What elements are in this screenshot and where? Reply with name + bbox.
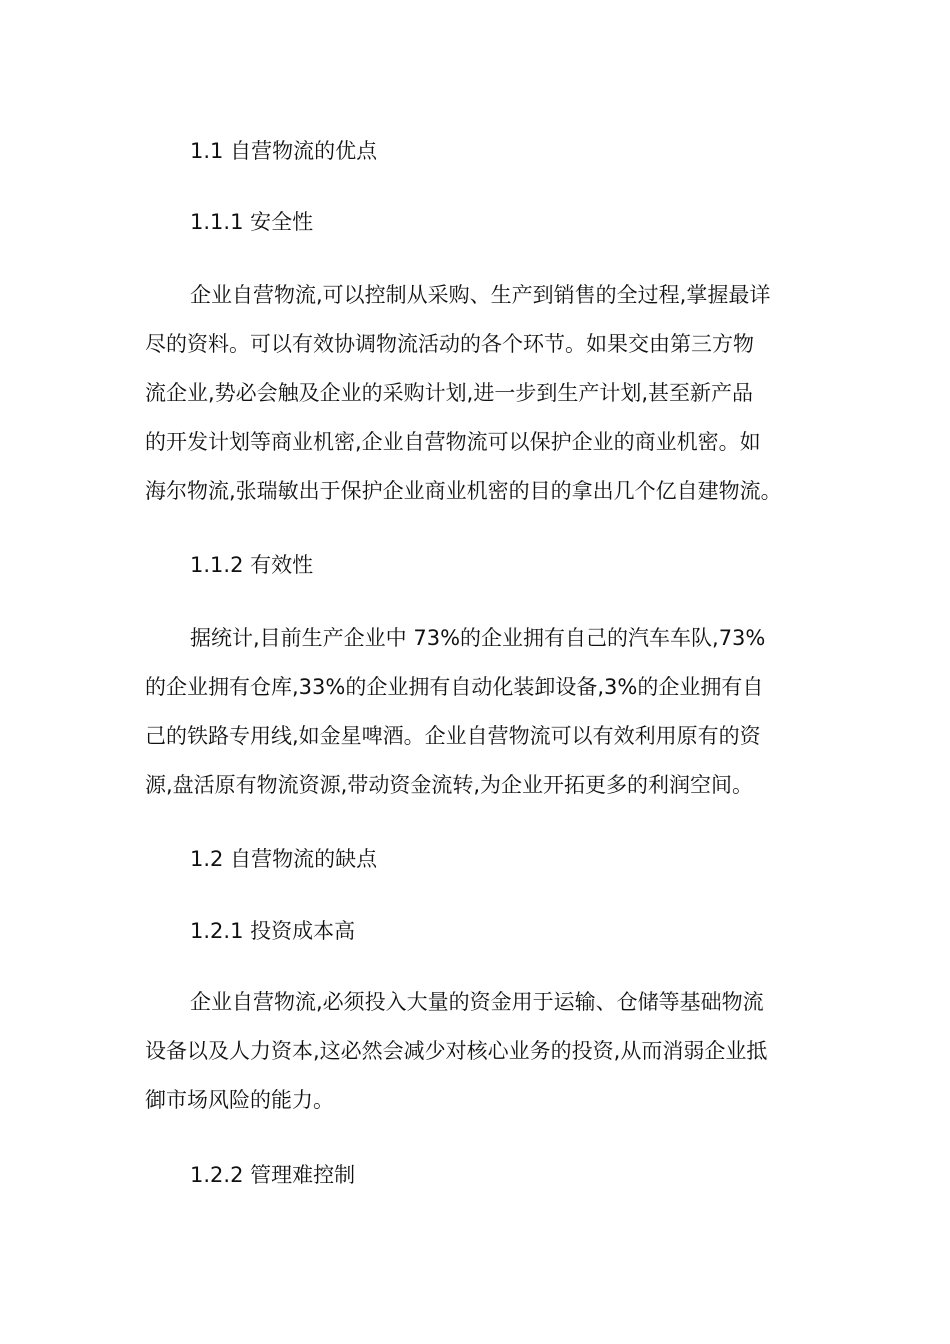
subsection-heading-1-1-2: 1.1.2 有效性 — [190, 553, 314, 577]
subsection-heading-1-2-1: 1.2.1 投资成本高 — [190, 919, 356, 943]
section-heading-1-1: 1.1 自营物流的优点 — [190, 139, 378, 163]
paragraph-line: 的开发计划等商业机密,企业自营物流可以保护企业的商业机密。如 — [145, 430, 761, 454]
paragraph-investment-cost — [145, 987, 825, 1134]
paragraph-line: 尽的资料。可以有效协调物流活动的各个环节。如果交由第三方物 — [145, 332, 754, 356]
paragraph-line: 的企业拥有仓库,33%的企业拥有自动化装卸设备,3%的企业拥有自 — [145, 675, 764, 699]
paragraph-line: 流企业,势必会触及企业的采购计划,进一步到生产计划,甚至新产品 — [145, 381, 754, 405]
paragraph-line: 设备以及人力资本,这必然会减少对核心业务的投资,从而消弱企业抵 — [145, 1039, 768, 1063]
paragraph-line: 源,盘活原有物流资源,带动资金流转,为企业开拓更多的利润空间。 — [145, 773, 754, 797]
paragraph-line: 据统计,目前生产企业中 73%的企业拥有自己的汽车车队,73% — [190, 626, 766, 650]
paragraph-line: 企业自营物流,必须投入大量的资金用于运输、仓储等基础物流 — [190, 990, 764, 1014]
subsection-heading-1-2-2: 1.2.2 管理难控制 — [190, 1163, 356, 1187]
subsection-heading-1-1-1: 1.1.1 安全性 — [190, 210, 314, 234]
paragraph-effectiveness — [145, 623, 825, 819]
paragraph-safety — [145, 280, 825, 525]
paragraph-line: 御市场风险的能力。 — [145, 1088, 334, 1112]
section-heading-1-2: 1.2 自营物流的缺点 — [190, 847, 378, 871]
paragraph-line: 己的铁路专用线,如金星啤酒。企业自营物流可以有效利用原有的资 — [145, 724, 761, 748]
paragraph-line: 企业自营物流,可以控制从采购、生产到销售的全过程,掌握最详 — [190, 283, 771, 307]
paragraph-line: 海尔物流,张瑞敏出于保护企业商业机密的目的拿出几个亿自建物流。 — [145, 479, 782, 503]
